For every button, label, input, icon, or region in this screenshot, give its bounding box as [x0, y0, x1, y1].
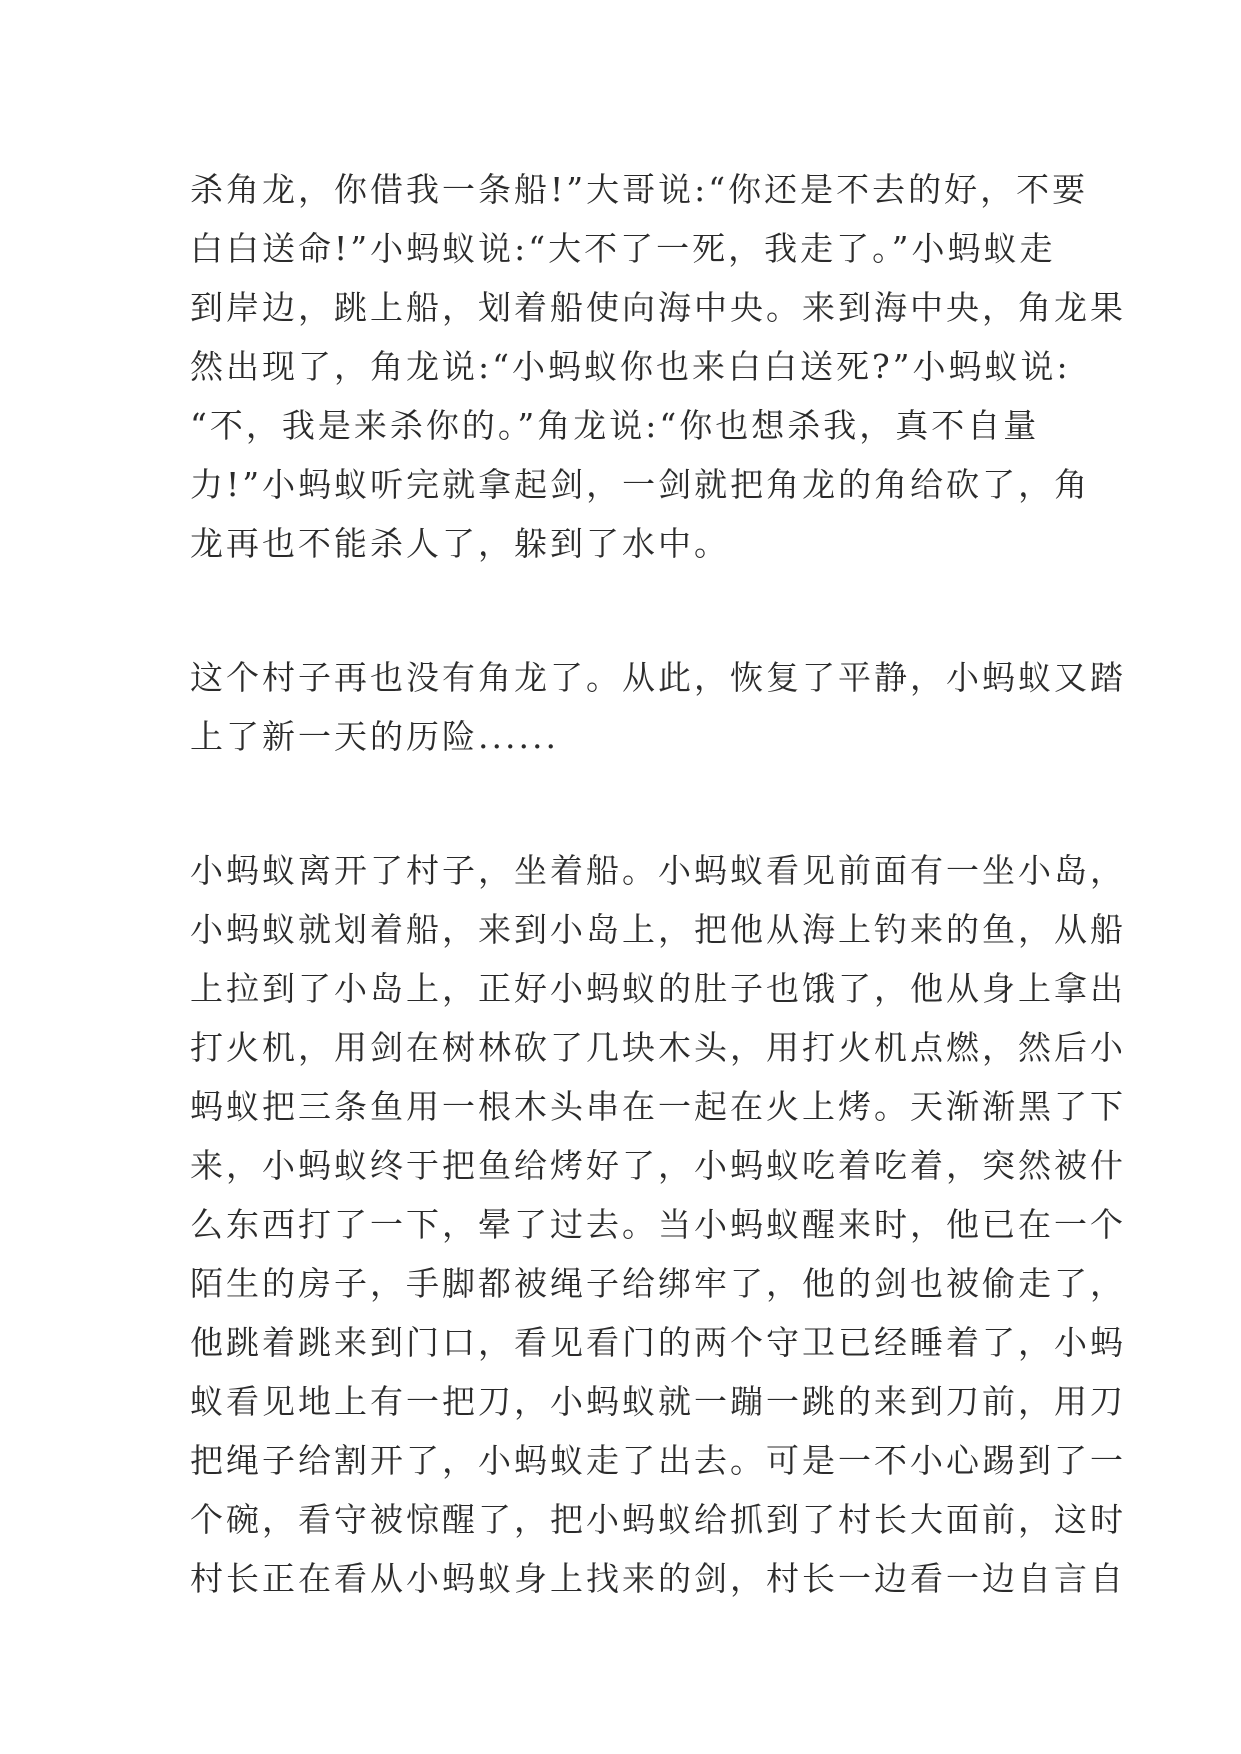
- text-line: 村长正在看从小蚂蚁身上找来的剑，村长一边看一边自言自: [190, 1559, 1126, 1598]
- text-line: 小蚂蚁离开了村子，坐着船。小蚂蚁看见前面有一坐小岛，: [190, 851, 1126, 890]
- text-line: 陌生的房子，手脚都被绳子给绑牢了，他的剑也被偷走了，: [190, 1264, 1126, 1303]
- text-line: 力!”小蚂蚁听完就拿起剑，一剑就把角龙的角给砍了，角: [190, 465, 1091, 504]
- text-line: 上拉到了小岛上，正好小蚂蚁的肚子也饿了，他从身上拿出: [190, 969, 1126, 1008]
- paragraph-3: [190, 841, 1126, 1608]
- text-line: 这个村子再也没有角龙了。从此，恢复了平静，小蚂蚁又踏: [190, 658, 1126, 697]
- text-line: 蚂蚁把三条鱼用一根木头串在一起在火上烤。天渐渐黑了下: [190, 1087, 1126, 1126]
- text-line: 小蚂蚁就划着船，来到小岛上，把他从海上钓来的鱼，从船: [190, 910, 1126, 949]
- text-line: 个碗，看守被惊醒了，把小蚂蚁给抓到了村长大面前，这时: [190, 1500, 1126, 1539]
- text-line: 龙再也不能杀人了，躲到了水中。: [190, 524, 730, 563]
- text-line: 来，小蚂蚁终于把鱼给烤好了，小蚂蚁吃着吃着，突然被什: [190, 1146, 1126, 1185]
- text-line: 白白送命!”小蚂蚁说:“大不了一死，我走了。”小蚂蚁走: [190, 229, 1056, 268]
- paragraph-2: [190, 648, 1126, 766]
- text-line: 打火机，用剑在树林砍了几块木头，用打火机点燃，然后小: [190, 1028, 1126, 1067]
- paragraph-1: [190, 160, 1126, 573]
- story-text: [190, 160, 1126, 1683]
- text-line: 蚁看见地上有一把刀，小蚂蚁就一蹦一跳的来到刀前，用刀: [190, 1382, 1126, 1421]
- text-line: 么东西打了一下，晕了过去。当小蚂蚁醒来时，他已在一个: [190, 1205, 1126, 1244]
- text-line: 然出现了，角龙说:“小蚂蚁你也来白白送死?”小蚂蚁说:: [190, 347, 1071, 386]
- text-line: “不，我是来杀你的。”角龙说:“你也想杀我，真不自量: [190, 406, 1040, 445]
- text-line: 上了新一天的历险......: [190, 717, 559, 756]
- text-line: 杀角龙，你借我一条船!”大哥说:“你还是不去的好，不要: [190, 170, 1089, 209]
- text-line: 到岸边，跳上船，划着船使向海中央。来到海中央，角龙果: [190, 288, 1126, 327]
- text-line: 他跳着跳来到门口，看见看门的两个守卫已经睡着了，小蚂: [190, 1323, 1126, 1362]
- text-line: 把绳子给割开了，小蚂蚁走了出去。可是一不小心踢到了一: [190, 1441, 1126, 1480]
